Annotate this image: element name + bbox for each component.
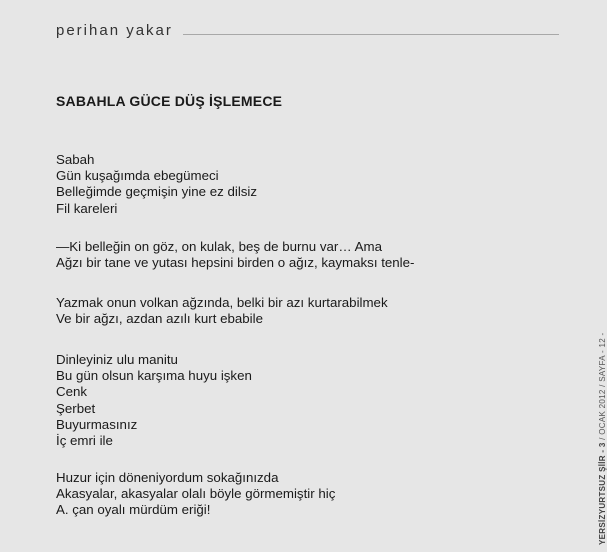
poem-line: Buyurmasınız [56, 416, 138, 432]
page-number: - 12 - [598, 332, 607, 353]
poem-line: A. çan oyalı mürdüm eriği! [56, 502, 211, 518]
separator: / [598, 437, 607, 440]
header-rule [183, 34, 559, 35]
poem-title: SABAHLA GÜCE DÜŞ İŞLEMECE [56, 93, 283, 109]
poem-line: Şerbet [56, 400, 96, 416]
stanza-3 [56, 295, 388, 327]
poem-line: Ağzı bir tane ve yutası hepsini birden o ağız, kaymaksı tenle- [56, 255, 415, 271]
poem-line: Sabah [56, 152, 95, 167]
stanza-4 [56, 352, 252, 449]
poem-line: Fil kareleri [56, 200, 118, 216]
author-name: perihan yakar [56, 22, 173, 39]
side-footer [598, 333, 607, 546]
stanza-2 [56, 239, 414, 271]
issue-date: OCAK 2012 [598, 389, 607, 435]
poem-line: —Ki belleğin on göz, on kulak, beş de burnu var… Ama [56, 239, 382, 254]
page-label: SAYFA [598, 355, 607, 382]
poem-line: Ve bir ağzı, azdan azılı kurt ebabile [56, 311, 263, 327]
poem-line: Gün kuşağımda ebegümeci [56, 168, 219, 184]
poem-line: Huzur için döneniyordum sokağınızda [56, 470, 279, 485]
stanza-1 [56, 152, 257, 217]
poem-line: İç emri ile [56, 433, 113, 449]
poem-line: Bu gün olsun karşıma huyu işken [56, 368, 252, 384]
separator: / [598, 384, 607, 387]
poem-line: Cenk [56, 384, 88, 400]
poem-line: Dinleyiniz ulu manitu [56, 352, 178, 367]
stanza-5 [56, 470, 335, 519]
publication-name: YERSİZYURTSUZ ŞİİR - 3 [598, 442, 607, 545]
poem-line: Yazmak onun volkan ağzında, belki bir azı kurtarabilmek [56, 295, 388, 310]
poem-line: Akasyalar, akasyalar olalı böyle görmemiştir hiç [56, 486, 336, 502]
poem-line: Belleğimde geçmişin yine ez dilsiz [56, 184, 258, 200]
